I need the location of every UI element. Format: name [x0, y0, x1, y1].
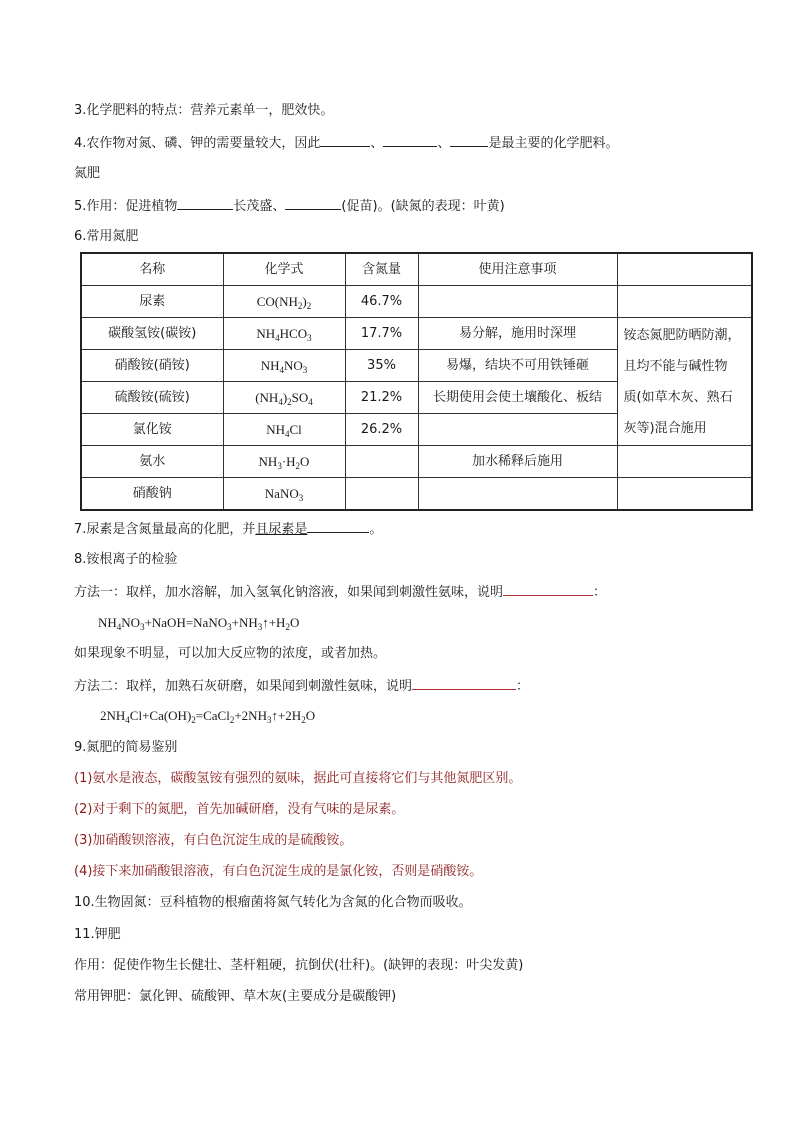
table-row: [81, 318, 752, 350]
fertilizer-name: 尿素: [81, 286, 223, 318]
table-header-row: [81, 253, 752, 286]
item-4-prefix: 4.农作物对氮、磷、钾的需要量较大，因此: [74, 136, 321, 151]
side-note-line: 铵态氮肥防晒防潮，: [623, 327, 741, 343]
chemical-formula: $CO(NH_2)_2$: [223, 286, 345, 318]
nitrogen-content: 21.2%: [345, 382, 418, 414]
table-row: [81, 478, 752, 511]
fertilizer-name: 氯化铵: [81, 414, 223, 446]
chemical-formula: $NH_4HCO_3$: [223, 318, 345, 350]
item-9-2: (2)对于剩下的氮肥，首先加碱研磨，没有气味的是尿素。: [74, 802, 405, 817]
side-note-empty: [617, 446, 752, 478]
header-name: 名称: [81, 253, 223, 286]
usage-note: 加水稀释后施用: [418, 446, 617, 478]
fertilizer-name: 氨水: [81, 446, 223, 478]
item-11-text: 11.钾肥: [74, 927, 121, 942]
chemical-formula: $(NH_4)_2SO_4$: [223, 382, 345, 414]
item-6-text: 6.常用氮肥: [74, 229, 139, 244]
item-5-middle: 长茂盛、: [233, 199, 286, 214]
usage-note: 长期使用会使土壤酸化、板结: [418, 382, 617, 414]
side-note-line: 且均不能与碱性物: [623, 358, 728, 374]
side-note-line: 灰等)混合施用: [623, 420, 707, 436]
fertilizer-name: 碳酸氢铵(碳铵): [81, 318, 223, 350]
chemical-formula: $NH_4NO_3$: [223, 350, 345, 382]
fertilizer-name: 硝酸钠: [81, 478, 223, 511]
method-1-text: [74, 583, 606, 601]
item-3-text: 3.化学肥料的特点：营养元素单一，肥效快。: [74, 103, 334, 118]
blank-fill[interactable]: [383, 134, 437, 147]
method-1-prefix: 方法一：取样，加水溶解，加入氢氧化钠溶液，如果闻到刺激性氨味，说明: [74, 585, 504, 600]
nitrogen-content: 17.7%: [345, 318, 418, 350]
item-4-suffix: 是最主要的化学肥料。: [488, 136, 619, 151]
usage-note: [418, 478, 617, 511]
method-2-suffix: ：: [516, 679, 530, 694]
method-1-suffix: ：: [593, 585, 607, 600]
usage-note: [418, 414, 617, 446]
section-heading-nitrogen: 氮肥: [74, 166, 101, 181]
potassium-function: 作用：促使作物生长健壮、茎杆粗硬，抗倒伏(壮秆)。(缺钾的表现：叶尖发黄): [74, 958, 524, 973]
method-2-prefix: 方法二：取样，加熟石灰研磨，如果闻到刺激性氨味，说明: [74, 679, 413, 694]
side-note-line: 质(如草木灰、熟石: [623, 389, 733, 405]
blank-fill[interactable]: [177, 197, 233, 210]
ammonium-side-note: [617, 318, 752, 446]
separator: 、: [370, 136, 384, 151]
item-9-3: (3)加硝酸钡溶液，有白色沉淀生成的是硫酸铵。: [74, 833, 353, 848]
item-7-suffix: 。: [369, 522, 383, 537]
nitrogen-fertilizer-table: [80, 252, 753, 511]
equation-2: $2NH_4Cl+Ca(OH)_2=CaCl_2+2NH_3↑+2H_2O$: [100, 708, 316, 725]
usage-note: 易爆，结块不可用铁锤砸: [418, 350, 617, 382]
nitrogen-content: [345, 446, 418, 478]
blank-fill[interactable]: [412, 677, 516, 690]
blank-fill[interactable]: [450, 134, 488, 147]
usage-note: [418, 286, 617, 318]
blank-fill[interactable]: [320, 134, 370, 147]
fertilizer-name: 硫酸铵(硫铵): [81, 382, 223, 414]
header-extra: [617, 253, 752, 286]
header-notes: 使用注意事项: [418, 253, 617, 286]
separator: 、: [437, 136, 451, 151]
item-7-prefix: 7.尿素是含氮量最高的化肥，并: [74, 522, 256, 537]
nitrogen-content: 26.2%: [345, 414, 418, 446]
chemical-formula: $NH_4Cl$: [223, 414, 345, 446]
blank-fill[interactable]: [307, 520, 369, 533]
item-5-suffix: (促苗)。(缺氮的表现：叶黄): [341, 199, 505, 214]
item-5-text: [74, 197, 505, 215]
chemical-formula: $NH_3\cdot H_2O$: [223, 446, 345, 478]
blank-fill[interactable]: [285, 197, 341, 210]
header-formula: 化学式: [223, 253, 345, 286]
chemical-formula: NaNO$_3$: [223, 478, 345, 511]
item-9-4: (4)接下来加硝酸银溶液，有白色沉淀生成的是氯化铵，否则是硝酸铵。: [74, 864, 483, 879]
table-row: [81, 286, 752, 318]
method-2-text: [74, 677, 529, 695]
side-note-empty: [617, 286, 752, 318]
header-nitrogen: 含氮量: [345, 253, 418, 286]
method-1-note: 如果现象不明显，可以加大反应物的浓度，或者加热。: [74, 646, 387, 661]
potassium-common: 常用钾肥：氯化钾、硫酸钾、草木灰(主要成分是碳酸钾): [74, 989, 397, 1004]
item-8-text: 8.铵根离子的检验: [74, 552, 178, 567]
blank-fill[interactable]: [503, 583, 593, 596]
item-7-underlined: 且尿素是: [255, 522, 308, 537]
item-9-text: 9.氮肥的简易鉴别: [74, 740, 178, 755]
item-7-text: [74, 520, 382, 538]
side-note-empty: [617, 478, 752, 511]
item-9-1: (1)氨水是液态，碳酸氢铵有强烈的氨味，据此可直接将它们与其他氮肥区别。: [74, 771, 522, 786]
item-4-text: [74, 134, 618, 152]
nitrogen-content: [345, 478, 418, 511]
table-row: [81, 446, 752, 478]
nitrogen-content: 35%: [345, 350, 418, 382]
fertilizer-name: 硝酸铵(硝铵): [81, 350, 223, 382]
item-5-prefix: 5.作用：促进植物: [74, 199, 178, 214]
usage-note: 易分解，施用时深埋: [418, 318, 617, 350]
nitrogen-content: 46.7%: [345, 286, 418, 318]
item-10-text: 10.生物固氮：豆科植物的根瘤菌将氮气转化为含氮的化合物而吸收。: [74, 895, 472, 910]
equation-1: $NH_4NO_3+NaOH=NaNO_3+NH_3↑+H_2O$: [98, 615, 300, 632]
